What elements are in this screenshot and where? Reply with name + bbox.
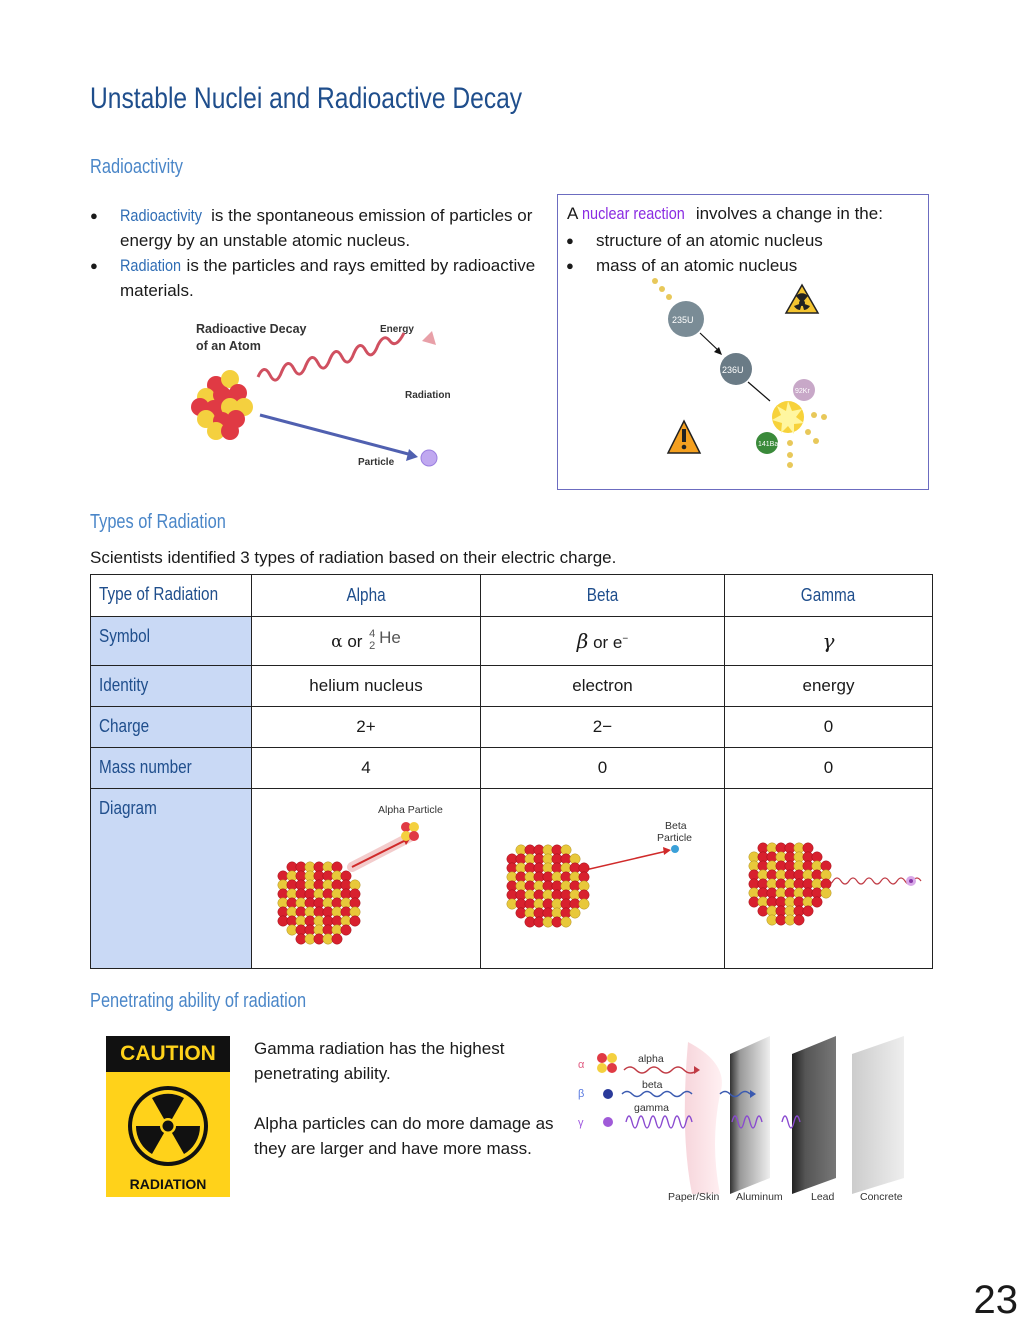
symbol-alpha: α	[578, 1059, 585, 1071]
section-radioactivity: Radioactivity	[90, 156, 183, 178]
nucleon	[803, 906, 813, 916]
table-header-row	[91, 575, 933, 617]
alpha-charge: 2+	[252, 707, 481, 748]
radioactivity-list	[90, 203, 550, 303]
alpha-nucleus	[278, 862, 360, 944]
gamma-diagram	[725, 789, 932, 967]
nucleon	[332, 934, 342, 944]
term-nuclear-reaction: nuclear reaction	[582, 204, 685, 223]
svg-text:Beta: Beta	[665, 820, 687, 832]
row-label-charge: Charge	[91, 707, 252, 748]
nucleon	[341, 925, 351, 935]
alpha-symbol: α or 4 2 He	[252, 617, 481, 666]
svg-text:141Ba: 141Ba	[758, 441, 779, 448]
beta-diagram-cell	[481, 789, 725, 969]
types-intro: Scientists identified 3 types of radiation based on their electric charge.	[90, 548, 617, 567]
bullet-radioactivity: ● Radioactivity is the spontaneous emission of particles or energy by an unstable atomic nucleus.	[90, 203, 550, 253]
svg-text:92Kr: 92Kr	[795, 388, 810, 395]
page-title: Unstable Nuclei and Radioactive Decay	[90, 82, 523, 115]
concrete-barrier	[852, 1036, 904, 1194]
header-alpha: Alpha	[252, 575, 481, 617]
table-row	[91, 707, 933, 748]
lead-barrier	[792, 1036, 836, 1194]
fig-radiation-label: Radiation	[405, 390, 451, 401]
atom-nucleus	[191, 370, 253, 440]
emitted-particle	[421, 450, 437, 466]
nucleon	[812, 897, 822, 907]
energy-arrow	[422, 331, 436, 345]
beta-diagram	[481, 789, 722, 967]
symbol-beta: β	[578, 1088, 585, 1100]
header-beta: Beta	[481, 575, 725, 617]
nucleon	[579, 899, 589, 909]
row-label-identity: Identity	[91, 666, 252, 707]
barrier-label-aluminum: Aluminum	[736, 1191, 783, 1203]
ray-alpha: alpha	[638, 1053, 664, 1065]
alpha-identity: helium nucleus	[252, 666, 481, 707]
radioactive-decay-figure	[180, 315, 460, 475]
table-row	[91, 789, 933, 969]
caution-text: CAUTION	[120, 1042, 216, 1065]
penetrating-text-1: Gamma radiation has the highest penetrating ability.	[254, 1039, 505, 1083]
nucleon	[821, 888, 831, 898]
row-label-mass: Mass number	[91, 748, 252, 789]
radiation-trefoil-icon	[126, 1084, 210, 1168]
alpha-mass: 4	[252, 748, 481, 789]
barrier-label-concrete: Concrete	[860, 1191, 903, 1203]
svg-text:Particle: Particle	[657, 832, 693, 844]
svg-text:236U: 236U	[722, 365, 744, 375]
beta-charge: 2−	[481, 707, 725, 748]
alpha-diagram	[252, 789, 478, 967]
term-radiation: Radiation	[120, 256, 182, 275]
nuclear-item-mass: ● mass of an atomic nucleus	[566, 253, 916, 278]
nucleon	[794, 915, 804, 925]
row-label-symbol: Symbol	[91, 617, 252, 666]
nuclear-reaction-box	[557, 194, 929, 490]
fission-diagram	[558, 277, 928, 487]
gamma-charge: 0	[725, 707, 933, 748]
gamma-diagram-cell	[725, 789, 933, 969]
alpha-diagram-cell	[252, 789, 481, 969]
gamma-mass: 0	[725, 748, 933, 789]
section-types: Types of Radiation	[90, 511, 226, 533]
ray-gamma: gamma	[634, 1102, 670, 1114]
beta-identity: electron	[481, 666, 725, 707]
bullet-radiation: ● Radiation is the particles and rays emitted by radioactive materials.	[90, 253, 550, 303]
gamma-nucleus	[749, 843, 831, 925]
table-row	[91, 666, 933, 707]
fig-title-2: of an Atom	[196, 339, 261, 353]
fig-particle-label: Particle	[358, 457, 395, 468]
radiation-table	[90, 574, 933, 969]
section-penetrating: Penetrating ability of radiation	[90, 990, 307, 1012]
energy-wave	[258, 333, 404, 380]
nuclear-reaction-lead: A nuclear reaction involves a change in the:	[567, 204, 883, 223]
penetrating-text-2: Alpha particles can do more damage as they are larger and have more mass.	[254, 1114, 554, 1158]
barrier-label-paper: Paper/Skin	[668, 1191, 720, 1203]
svg-text:235U: 235U	[672, 315, 694, 325]
beta-symbol: β or e−	[481, 617, 725, 666]
gamma-symbol: γ	[725, 617, 933, 666]
fig-title-1: Radioactive Decay	[196, 322, 307, 336]
nuclear-reaction-list	[566, 228, 916, 278]
nucleon	[350, 916, 360, 926]
beta-mass: 0	[481, 748, 725, 789]
row-label-diagram: Diagram	[91, 789, 252, 969]
header-type: Type of Radiation	[91, 575, 252, 617]
aluminum-barrier	[730, 1036, 770, 1194]
nuclear-item-structure: ● structure of an atomic nucleus	[566, 228, 916, 253]
table-row	[91, 748, 933, 789]
gamma-identity: energy	[725, 666, 933, 707]
barrier-label-lead: Lead	[811, 1191, 835, 1203]
term-radioactivity: Radioactivity	[120, 206, 202, 225]
header-gamma: Gamma	[725, 575, 933, 617]
particle-track	[260, 415, 412, 455]
beta-nucleus	[507, 845, 589, 927]
page-number: 23	[973, 1278, 1018, 1322]
nucleon	[561, 917, 571, 927]
ray-beta: beta	[642, 1079, 663, 1091]
symbol-gamma: γ	[578, 1117, 584, 1129]
table-row	[91, 617, 933, 666]
radiation-sign-text: RADIATION	[129, 1176, 207, 1192]
penetration-diagram	[570, 1034, 915, 1206]
svg-text:Alpha Particle: Alpha Particle	[378, 804, 443, 816]
caution-sign	[106, 1036, 230, 1197]
fig-energy-label: Energy	[380, 324, 414, 335]
nucleon	[570, 908, 580, 918]
